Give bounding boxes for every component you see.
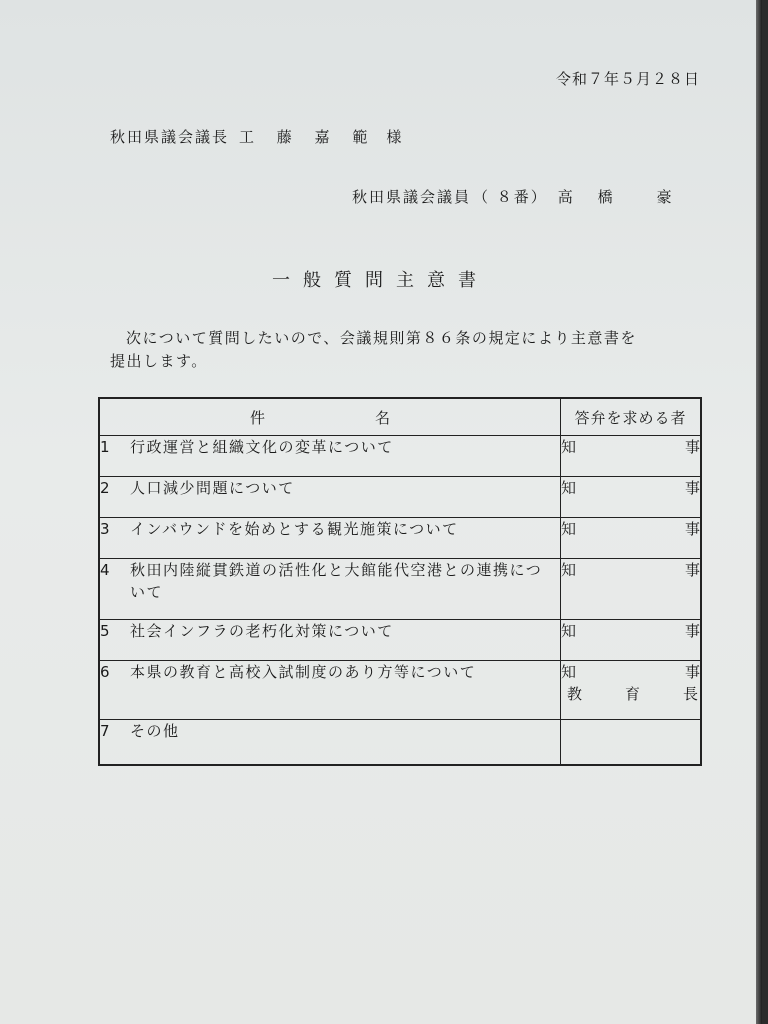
respondent-char: 事 — [684, 663, 700, 681]
document-title: 一般質問主意書 — [272, 270, 489, 291]
header-subject — [99, 398, 561, 436]
sender-surname: 高 橋 — [557, 188, 623, 206]
respondent-char: 知 — [561, 663, 577, 681]
item-subject: インバウンドを始めとする観光施策について — [130, 520, 459, 538]
subject-cell — [99, 661, 561, 720]
respondent — [561, 559, 700, 581]
respondent — [561, 620, 700, 642]
subject-cell — [99, 518, 561, 559]
sender — [352, 186, 674, 207]
respondent — [561, 436, 700, 458]
item-number: 5 — [100, 622, 110, 640]
respondent-cell — [561, 661, 702, 720]
respondent-cell — [561, 518, 702, 559]
table-header-row — [99, 398, 701, 436]
header-subject-char-1: 件 — [250, 408, 266, 427]
respondent-char: 知 — [561, 479, 577, 497]
table-row — [99, 720, 701, 766]
document-date: 令和７年５月２８日 — [556, 70, 701, 88]
body-text-line-2: 提出します。 — [110, 352, 208, 370]
respondent-cell — [561, 620, 702, 661]
respondent-cell — [561, 477, 702, 518]
item-subject: その他 — [130, 722, 180, 740]
respondent-char: 教 — [567, 685, 583, 703]
item-subject: 秋田内陸縦貫鉄道の活性化と大館能代空港との連携について — [130, 561, 543, 601]
respondent-cell — [561, 559, 702, 620]
item-number: 1 — [100, 438, 110, 456]
header-answer: 答弁を求める者 — [561, 398, 702, 436]
respondent — [561, 661, 700, 683]
table-row — [99, 661, 701, 720]
respondent-char: 長 — [682, 685, 698, 703]
respondent-char: 知 — [561, 520, 577, 538]
item-number: 7 — [100, 722, 110, 740]
respondent-cell — [561, 436, 702, 477]
item-number: 2 — [100, 479, 110, 497]
table-row — [99, 436, 701, 477]
respondent-char: 事 — [684, 479, 700, 497]
respondent-char: 育 — [624, 685, 640, 703]
question-table — [98, 397, 702, 766]
respondent-char: 事 — [684, 561, 700, 579]
table-row — [99, 518, 701, 559]
table-row — [99, 477, 701, 518]
addressee-name: 工 藤 嘉 範 — [239, 128, 377, 146]
respondent-char: 事 — [684, 438, 700, 456]
item-number: 6 — [100, 663, 110, 681]
item-subject: 人口減少問題について — [130, 479, 295, 497]
subject-cell — [99, 436, 561, 477]
item-number: 3 — [100, 520, 110, 538]
respondent-char: 事 — [684, 520, 700, 538]
sender-given-name: 豪 — [656, 188, 674, 206]
header-subject-char-2: 名 — [375, 408, 391, 427]
item-subject: 社会インフラの老朽化対策について — [130, 622, 394, 640]
respondent-char: 知 — [561, 622, 577, 640]
respondent — [561, 518, 700, 540]
subject-cell — [99, 620, 561, 661]
addressee-honorific: 様 — [386, 128, 411, 146]
subject-cell — [99, 720, 561, 766]
respondent — [561, 477, 700, 499]
subject-cell — [99, 477, 561, 518]
subject-cell — [99, 559, 561, 620]
respondent-char: 知 — [561, 561, 577, 579]
item-subject: 本県の教育と高校入試制度のあり方等について — [130, 663, 477, 681]
sender-title: 秋田県議会議員 — [352, 188, 472, 206]
item-number: 4 — [100, 561, 110, 579]
respondent-char: 知 — [561, 438, 577, 456]
table-row — [99, 559, 701, 620]
addressee — [110, 126, 410, 147]
respondent-char: 事 — [684, 622, 700, 640]
respondent — [561, 683, 700, 705]
respondent-cell — [561, 720, 702, 766]
addressee-title: 秋田県議会議長 — [110, 128, 230, 146]
page-edge — [756, 0, 762, 1024]
item-subject: 行政運営と組織文化の変革について — [130, 438, 394, 456]
body-text-line-1: 次について質問したいので、会議規則第８６条の規定により主意書を — [126, 329, 637, 347]
table-row — [99, 620, 701, 661]
sender-number: （ ８番） — [473, 188, 548, 206]
